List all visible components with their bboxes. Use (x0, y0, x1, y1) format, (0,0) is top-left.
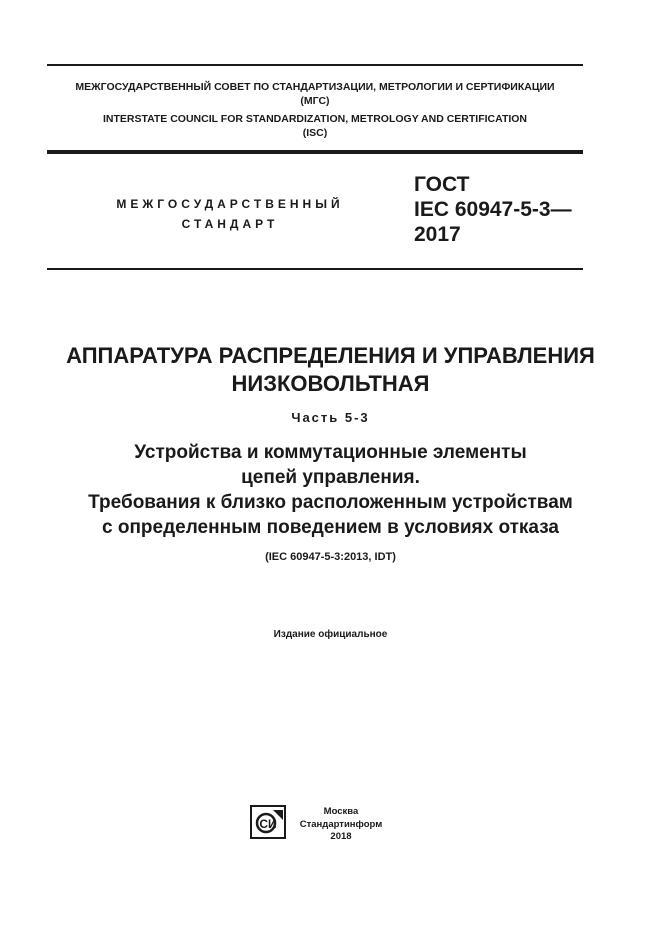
standard-kind-line2: СТАНДАРТ (181, 217, 279, 231)
title-line1: АППАРАТУРА РАСПРЕДЕЛЕНИЯ И УПРАВЛЕНИЯ (66, 343, 595, 368)
designation-number: IEC 60947-5-3— (414, 198, 572, 221)
publisher-info (296, 806, 386, 844)
document-subtitle (20, 440, 641, 540)
council-header-en (47, 112, 583, 140)
document-title (20, 342, 641, 398)
header-rule (47, 150, 583, 154)
subtitle-line3: Требования к близко расположенным устройствам (88, 492, 573, 513)
subtitle-line1: Устройства и коммутационные элементы (134, 442, 527, 463)
iec-identity: (IEC 60947-5-3:2013, IDT) (265, 551, 396, 563)
designation-year: 2017 (414, 223, 461, 246)
subtitle-line4: с определенным поведением в условиях отказа (102, 517, 559, 538)
standartinform-logo-icon (250, 805, 286, 839)
council-abbr-en: (ISC) (302, 127, 328, 139)
publisher-name: Стандартинформ (299, 818, 383, 830)
standard-designation (414, 172, 572, 247)
standard-kind-line1: МЕЖГОСУДАРСТВЕННЫЙ (116, 197, 344, 211)
designation-rule (47, 268, 583, 270)
council-abbr-ru: (МГС) (300, 95, 330, 107)
edition-note: Издание официальное (273, 629, 388, 640)
publisher-year: 2018 (330, 831, 352, 842)
council-name-en: INTERSTATE COUNCIL FOR STANDARDIZATION, METROLOGY AND CERTIFICATION (102, 113, 528, 125)
top-rule (47, 64, 583, 66)
logo-lettering: СИ (259, 817, 277, 831)
standard-kind (60, 194, 400, 234)
title-line2: НИЗКОВОЛЬТНАЯ (231, 371, 430, 396)
council-header-ru (47, 80, 583, 108)
subtitle-line2: цепей управления. (241, 467, 420, 488)
publisher-city: Москва (323, 806, 359, 817)
part-number: Часть 5-3 (291, 410, 370, 425)
designation-gost: ГОСТ (414, 173, 470, 196)
council-name-ru: МЕЖГОСУДАРСТВЕННЫЙ СОВЕТ ПО СТАНДАРТИЗАЦИИ, МЕТРОЛОГИИ И СЕРТИФИКАЦИИ (75, 81, 555, 93)
